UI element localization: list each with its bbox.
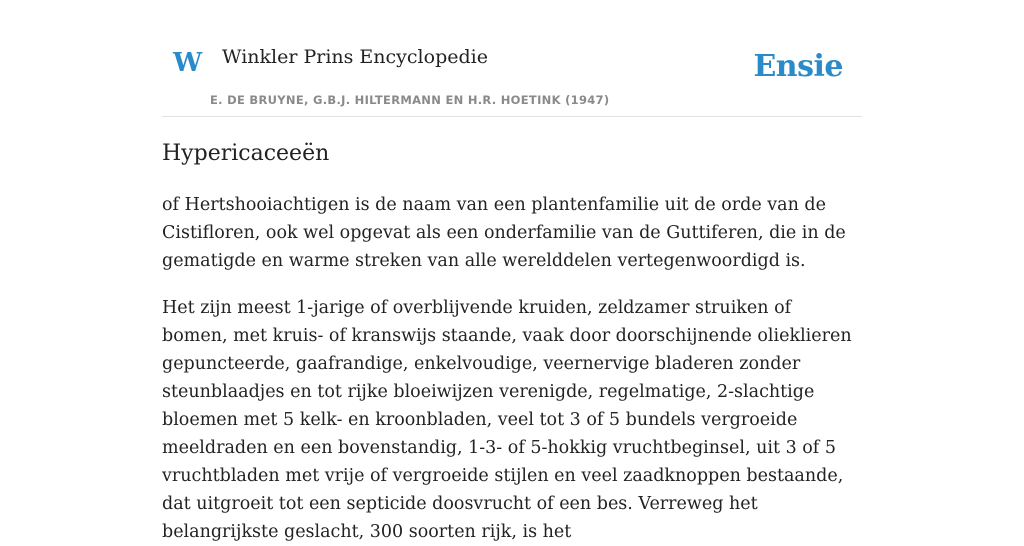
article-paragraph: of Hertshooiachtigen is de naam van een plantenfamilie uit de orde van de Cistifloren, ook wel opgevat als een onderfamilie van de Guttiferen, die in de gematigde en warme streken van alle werelddelen vertegenwoordigd is.	[162, 195, 846, 271]
book-title[interactable]: Winkler Prins Encyclopedie	[222, 46, 488, 68]
ensie-brand-link[interactable]: Ensie	[753, 49, 843, 84]
site-header	[162, 0, 862, 117]
book-authors: E. DE BRUYNE, G.B.J. HILTERMANN EN H.R. HOETINK (1947)	[210, 93, 610, 107]
article	[162, 137, 862, 546]
encyclopedia-logo-icon[interactable]: W	[173, 48, 203, 78]
article-paragraph: Het zijn meest 1-jarige of overblijvende kruiden, zeldzamer struiken of bomen, met kruis- of kranswijs staande, vaak door doorschijnende olieklieren gepuncteerde, gaafrandige, enkelvoudige, veernervige bladeren zonder steunblaadjes en tot rijke bloeiwijzen verenigde, regelmatige, 2-slachtige bloemen met 5 kelk- en kroonbladen, veel tot 3 of 5 bundels vergroeide meeldraden en een bovenstandig, 1-3- of 5-hokkig vruchtbeginsel, uit 3 of 5 vruchtbladen met vrije of vergroeide stijlen en veel zaadknoppen bestaande, dat uitgroeit tot een septicide doosvrucht of een bes. Verreweg het belangrijkste geslacht, 300 soorten rijk, is het	[162, 298, 852, 542]
article-title: Hypericaceeën	[162, 141, 330, 166]
